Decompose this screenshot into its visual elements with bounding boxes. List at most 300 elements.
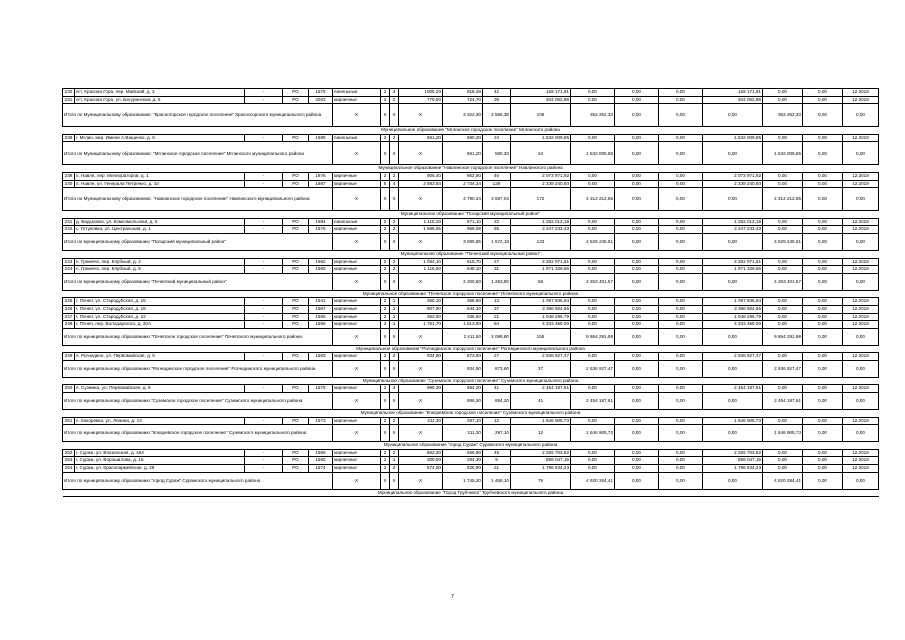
table-cell: 0,00 (803, 134, 843, 142)
table-cell: 1 116,50 (399, 266, 443, 274)
table-cell: 159 171,91 (511, 89, 571, 97)
subtotal-cell: 0,00 (703, 188, 763, 211)
table-cell: кирпичные (333, 321, 381, 329)
subtotal-cell: X (399, 188, 443, 211)
table-cell: РО (283, 417, 309, 425)
subtotal-cell: X (381, 188, 390, 211)
table-cell: 2 (390, 134, 399, 142)
subtotal-row (63, 142, 879, 165)
table-cell: 159 171,91 (703, 89, 763, 97)
subtotal-cell: X (333, 360, 381, 377)
subtotal-cell: X (390, 393, 399, 410)
table-cell: 0,00 (803, 449, 843, 457)
table-cell: 0,00 (763, 313, 803, 321)
table-cell: 12.2018 (843, 449, 879, 457)
table-cell: 2 (390, 266, 399, 274)
table-cell: 12.2018 (843, 218, 879, 226)
table-cell: 0,00 (571, 417, 615, 425)
table-cell: 0,00 (803, 298, 843, 306)
table-cell: 0,00 (803, 89, 843, 97)
table-cell: 571,10 (443, 218, 483, 226)
table-cell: 0,00 (571, 180, 615, 188)
subtotal-label: Итого по муниципальному образованию "Почепское городское поселение" Почепского муниципального района (63, 328, 333, 345)
subtotal-cell: X (333, 328, 381, 345)
table-cell: с. Гетуновка, ул. Центральная, д. 1 (75, 226, 245, 234)
municipality-title: Муниципальное образование "Кокоревское городское поселение" Суземского муниципального района (63, 410, 879, 418)
table-cell: д. Вадьковка, ул. Комсомольская, д. 5 (75, 218, 245, 226)
subtotal-cell: 0,00 (843, 472, 879, 489)
table-cell: 1987 (309, 180, 333, 188)
table-cell: 0,00 (763, 298, 803, 306)
table-cell: РО (283, 298, 309, 306)
table-cell: 0,00 (659, 258, 703, 266)
table-cell: г. Мглин, мкр. Имени А.Ващенко, д. 6 (75, 134, 245, 142)
table-cell: 251 (63, 417, 75, 425)
subtotal-cell: 4 312 212,85 (571, 188, 615, 211)
table-row (63, 385, 879, 393)
subtotal-cell: 0,00 (703, 360, 763, 377)
table-cell: 0,00 (803, 226, 843, 234)
subtotal-cell: X (390, 328, 399, 345)
table-cell: 2 255 703,82 (511, 449, 571, 457)
municipality-header (63, 250, 879, 258)
table-cell: 0,00 (615, 226, 659, 234)
table-cell: 5 (381, 180, 390, 188)
table-cell: 41 (483, 385, 511, 393)
table-cell: 1960 (309, 266, 333, 274)
table-cell: 243 (63, 258, 75, 266)
table-cell: 2 (381, 465, 390, 473)
table-cell: г. Сураж, ул. Красноармейская, д. 28 (75, 465, 245, 473)
table-cell: 1 (390, 305, 399, 313)
subtotal-cell: X (381, 142, 390, 165)
table-cell: 368,60 (443, 298, 483, 306)
table-cell: 1 (390, 298, 399, 306)
table-cell: 1984 (309, 218, 333, 226)
subtotal-cell: 1 745,20 (443, 472, 483, 489)
table-cell: 0,00 (571, 134, 615, 142)
table-cell: 1941 (309, 298, 333, 306)
table-cell: - (245, 266, 283, 274)
table-cell: 2 282 071,91 (511, 258, 571, 266)
table-cell: 42 (483, 89, 511, 97)
table-cell: 247 (63, 313, 75, 321)
subtotal-cell: 934,90 (443, 360, 483, 377)
subtotal-cell: 0,00 (803, 104, 843, 127)
table-cell: 2 636 927,47 (511, 353, 571, 361)
table-cell: 1 796 534,23 (511, 465, 571, 473)
table-cell: 2 (390, 172, 399, 180)
subtotal-cell: 0,00 (803, 188, 843, 211)
table-cell: 4 (390, 180, 399, 188)
subtotal-cell: X (399, 328, 443, 345)
table-cell: 0,00 (803, 218, 843, 226)
table-cell: 0,00 (763, 180, 803, 188)
table-cell: 0,00 (659, 180, 703, 188)
table-cell: 996,30 (399, 385, 443, 393)
table-cell: 0,00 (763, 417, 803, 425)
table-cell: 2 (381, 172, 390, 180)
subtotal-cell: 0,00 (843, 393, 879, 410)
table-row (63, 226, 879, 234)
table-cell: 0,00 (763, 258, 803, 266)
table-cell: 2 (381, 298, 390, 306)
table-cell: 0,00 (571, 258, 615, 266)
table-cell: 12.2018 (843, 417, 879, 425)
table-cell: 2 734,24 (443, 180, 483, 188)
table-cell: 1 097 935,54 (511, 298, 571, 306)
table-cell: 12.2018 (843, 305, 879, 313)
table-cell: 0,00 (615, 266, 659, 274)
table-cell: 1 532 009,85 (703, 134, 763, 142)
table-cell: 2 (381, 313, 390, 321)
subtotal-cell: 0,00 (843, 188, 879, 211)
table-cell: 862,20 (399, 449, 443, 457)
table-cell: РО (283, 218, 309, 226)
table-cell: 0,00 (615, 353, 659, 361)
table-row (63, 298, 879, 306)
table-cell: 862,80 (443, 172, 483, 180)
table-cell: 49 (483, 449, 511, 457)
subtotal-row (63, 273, 879, 290)
table-cell: 2 636 927,47 (703, 353, 763, 361)
subtotal-cell: 661,20 (443, 142, 483, 165)
table-cell: 907,90 (399, 305, 443, 313)
subtotal-cell: 2 566,38 (483, 104, 511, 127)
table-cell: 0,00 (615, 134, 659, 142)
table-cell: 0,00 (571, 449, 615, 457)
table-cell: 0,00 (571, 313, 615, 321)
table-cell: - (245, 449, 283, 457)
table-cell: кирпичные (333, 266, 381, 274)
subtotal-cell: 4 529 245,61 (763, 233, 803, 250)
table-cell: 2 (390, 218, 399, 226)
table-cell: кирпичные (333, 172, 381, 180)
table-cell: 1 (390, 321, 399, 329)
table-cell: РО (283, 180, 309, 188)
table-cell: 0,00 (659, 266, 703, 274)
table-cell: - (245, 417, 283, 425)
table-row (63, 89, 879, 97)
subtotal-cell: X (381, 425, 390, 442)
subtotal-cell: 0,00 (659, 360, 703, 377)
table-cell: - (245, 180, 283, 188)
table-cell: 0,00 (763, 449, 803, 457)
table-cell: 1976 (309, 385, 333, 393)
table-cell: 0,00 (615, 457, 659, 465)
subtotal-label: Итого по Муниципальному образованию: "Навлинское городское поселение" Навлинского муниципального района (63, 188, 333, 211)
subtotal-cell: 0,00 (659, 142, 703, 165)
table-cell: 0,00 (659, 218, 703, 226)
table-cell: 1983 (309, 353, 333, 361)
subtotal-cell: 27 (511, 360, 571, 377)
table-cell: 31 (483, 266, 511, 274)
subtotal-row (63, 328, 879, 345)
table-row (63, 96, 879, 104)
table-cell: 1 513,50 (443, 321, 483, 329)
table-cell: - (245, 465, 283, 473)
subtotal-cell: 1 263,80 (483, 273, 511, 290)
table-cell: 0,00 (615, 298, 659, 306)
subtotal-cell: 4 790,24 (443, 188, 483, 211)
subtotal-label: Итого по муниципальному образованию "Рогнединское городское поселение" Рогнединского муниципального района (63, 360, 333, 377)
subtotal-cell: 311,30 (443, 425, 483, 442)
subtotal-row (63, 425, 879, 442)
subtotal-cell: 9 864 291,98 (571, 328, 615, 345)
table-row (63, 305, 879, 313)
table-cell: 2 (381, 305, 390, 313)
table-cell: РО (283, 449, 309, 457)
subtotal-cell: X (399, 425, 443, 442)
subtotal-cell: 41 (511, 393, 571, 410)
table-cell: 0,00 (803, 385, 843, 393)
table-cell: 3 386 604,65 (703, 305, 763, 313)
table-cell: РО (283, 172, 309, 180)
table-cell: пгт. Красная Гора, пер. Майский, д. 3 (75, 89, 245, 97)
table-cell: 0,00 (763, 89, 803, 97)
table-cell: 246 (63, 305, 75, 313)
subtotal-row (63, 104, 879, 127)
table-cell: 0,00 (763, 172, 803, 180)
table-row (63, 457, 879, 465)
table-cell: 1973 (309, 417, 333, 425)
table-cell: 2 238 240,93 (703, 180, 763, 188)
subtotal-cell: 0,00 (703, 233, 763, 250)
subtotal-cell: X (399, 142, 443, 165)
table-cell: 2 (381, 417, 390, 425)
subtotal-cell: X (333, 393, 381, 410)
table-cell: 873,60 (443, 353, 483, 361)
table-cell: 21 (483, 313, 511, 321)
subtotal-cell: 2 454 187,61 (571, 393, 615, 410)
table-cell: 12.2018 (843, 457, 879, 465)
municipality-header (63, 377, 879, 385)
table-cell: 2 255 703,82 (703, 449, 763, 457)
table-cell: 0,00 (803, 180, 843, 188)
subtotal-cell: X (390, 142, 399, 165)
table-cell: 0,00 (803, 353, 843, 361)
table-cell: 253 (63, 457, 75, 465)
table-cell: 46 (483, 172, 511, 180)
table-cell: 1960 (309, 457, 333, 465)
subtotal-cell: 0,00 (659, 328, 703, 345)
table-cell: - (245, 298, 283, 306)
municipality-title: Муниципальное образование "Город Трубчевск" Трубчевского муниципального района (63, 489, 879, 497)
table-cell: - (245, 96, 283, 104)
table-cell: 126 (483, 180, 511, 188)
table-cell: 0,00 (659, 96, 703, 104)
table-cell: 2 (390, 417, 399, 425)
table-cell: 574,00 (399, 465, 443, 473)
subtotal-label: Итого по Муниципальному образованию: "Мглинское городское поселение" Мглинского муниципального района (63, 142, 333, 165)
table-cell: - (245, 305, 283, 313)
table-cell: 0,00 (763, 353, 803, 361)
table-cell: 12.2018 (843, 313, 879, 321)
subtotal-cell: 0,00 (615, 233, 659, 250)
table-cell: 242 (63, 226, 75, 234)
table-cell: - (245, 457, 283, 465)
table-cell: 297,10 (443, 417, 483, 425)
subtotal-cell: 0,00 (703, 328, 763, 345)
table-cell: 0,00 (615, 89, 659, 97)
table-cell: 0,00 (571, 218, 615, 226)
table-cell: РО (283, 134, 309, 142)
municipality-title: Муниципальное образование "Навлинское городское поселение" Навлинского района (63, 165, 879, 173)
table-cell: РО (283, 313, 309, 321)
table-cell: пгт. Красная Гора, ул. Батуринская, д. 6 (75, 96, 245, 104)
table-cell: 934,90 (399, 353, 443, 361)
table-cell: 2 (381, 96, 390, 104)
table-cell: 724,70 (443, 96, 483, 104)
subtotal-cell: 590,20 (483, 142, 511, 165)
table-cell: РО (283, 96, 309, 104)
table-cell: 1 048 296,79 (703, 313, 763, 321)
subtotal-cell: 106 (511, 104, 571, 127)
subtotal-cell: 1 646 905,73 (571, 425, 615, 442)
table-cell: 0,00 (763, 465, 803, 473)
table-cell: 0,00 (615, 313, 659, 321)
subtotal-cell: 0,00 (659, 104, 703, 127)
subtotal-cell: 0,00 (843, 328, 879, 345)
table-cell: 1962 (309, 258, 333, 266)
subtotal-cell: 2 636 927,47 (763, 360, 803, 377)
table-cell: 12.2018 (843, 266, 879, 274)
table-cell: 0,00 (763, 96, 803, 104)
subtotal-row (63, 360, 879, 377)
subtotal-cell: 4 529 245,61 (571, 233, 615, 250)
table-cell: 1 646 905,73 (703, 417, 763, 425)
subtotal-cell: 0,00 (803, 360, 843, 377)
table-cell: РО (283, 385, 309, 393)
subtotal-cell: 3 322,30 (443, 104, 483, 127)
table-cell: 231 (63, 96, 75, 104)
table-cell: 12.2018 (843, 89, 879, 97)
table-cell: 24 (483, 134, 511, 142)
table-cell: п. Навля, пер. Мелиораторов, д. 1 (75, 172, 245, 180)
table-cell: 0,00 (659, 89, 703, 97)
table-cell: 0,00 (615, 417, 659, 425)
table-cell: панельные (333, 218, 381, 226)
subtotal-cell: 1 532 009,85 (571, 142, 615, 165)
municipality-title: Муниципальное образование "Мглинское городское поселение" Мглинского района (63, 127, 879, 135)
table-cell: 0,00 (803, 258, 843, 266)
subtotal-cell: 0,00 (615, 393, 659, 410)
table-cell: 2 (381, 218, 390, 226)
subtotal-cell: X (333, 188, 381, 211)
table-cell: 1 115,20 (399, 218, 443, 226)
table-cell: 0,00 (659, 172, 703, 180)
table-row (63, 313, 879, 321)
table-cell: 0,00 (571, 298, 615, 306)
table-cell: 779,50 (399, 96, 443, 104)
municipality-header (63, 489, 879, 497)
table-cell: 0,00 (803, 172, 843, 180)
table-cell: 9 (483, 457, 511, 465)
table-cell: 590,20 (443, 134, 483, 142)
table-cell: 239 (63, 172, 75, 180)
table-cell: 2003 (309, 96, 333, 104)
subtotal-cell: 0,00 (659, 188, 703, 211)
subtotal-cell: 873,60 (483, 360, 511, 377)
table-cell: 241 (63, 218, 75, 226)
subtotal-cell: 0,00 (803, 273, 843, 290)
subtotal-label: Итого по муниципальному образованию "город Сураж" Суражского муниципального района (63, 472, 333, 489)
program-table (62, 88, 879, 497)
table-row (63, 266, 879, 274)
municipality-header (63, 345, 879, 353)
table-cell: - (245, 258, 283, 266)
table-cell: 366,10 (399, 298, 443, 306)
municipality-header (63, 290, 879, 298)
table-cell: 245 (63, 298, 75, 306)
subtotal-cell: 172 (511, 188, 571, 211)
subtotal-cell: X (333, 425, 381, 442)
table-row (63, 218, 879, 226)
table-cell: 894,20 (443, 385, 483, 393)
subtotal-cell: 996,30 (443, 393, 483, 410)
table-cell: п. Гремяче, пер. Клубный, д. 2 (75, 258, 245, 266)
table-cell: 0,00 (571, 353, 615, 361)
municipality-header (63, 410, 879, 418)
subtotal-cell: 4 253 401,57 (571, 273, 615, 290)
table-cell: 37 (483, 305, 511, 313)
subtotal-cell: X (381, 328, 390, 345)
table-cell: кирпичные (333, 305, 381, 313)
table-cell: 252 (63, 449, 75, 457)
table-cell: 335,60 (443, 313, 483, 321)
subtotal-cell: X (333, 472, 381, 489)
table-cell: панельные (333, 134, 381, 142)
table-cell: 1976 (309, 172, 333, 180)
table-cell: 1 (390, 313, 399, 321)
table-cell: 0,00 (615, 172, 659, 180)
table-cell: 2 (390, 449, 399, 457)
table-cell: 906,40 (399, 172, 443, 180)
subtotal-cell: X (333, 273, 381, 290)
table-cell: 1 971 329,66 (703, 266, 763, 274)
table-cell: кирпичные (333, 417, 381, 425)
table-cell: 1974 (309, 465, 333, 473)
table-row (63, 465, 879, 473)
table-row (63, 172, 879, 180)
table-cell: 858 047,15 (511, 457, 571, 465)
table-cell: п. Кокоревка, ул. Ленина, д. 13 (75, 417, 245, 425)
subtotal-cell: 0,00 (615, 328, 659, 345)
table-cell: - (245, 89, 283, 97)
table-cell: 3 247 233,43 (511, 226, 571, 234)
subtotal-cell: X (381, 233, 390, 250)
table-cell: 1 646 905,73 (511, 417, 571, 425)
table-cell: 0,00 (615, 385, 659, 393)
table-cell: 1 971 329,66 (511, 266, 571, 274)
subtotal-cell: X (333, 104, 381, 127)
table-cell: 1976 (309, 89, 333, 97)
table-cell: 1986 (309, 321, 333, 329)
subtotal-cell: 2 454 187,61 (763, 393, 803, 410)
table-cell: 1967 (309, 305, 333, 313)
subtotal-cell: 0,00 (615, 142, 659, 165)
table-cell: 0,00 (803, 96, 843, 104)
subtotal-cell: 0,00 (843, 104, 879, 127)
table-cell: 0,00 (763, 457, 803, 465)
subtotal-cell: X (390, 188, 399, 211)
table-cell: 2 (381, 266, 390, 274)
subtotal-cell: 4 920 284,41 (571, 472, 615, 489)
table-row (63, 321, 879, 329)
municipality-title: Муниципальное образование "Рогнединское городское поселение" Рогнединского муниципального района (63, 345, 879, 353)
table-cell: 12.2018 (843, 353, 879, 361)
table-cell: 1 (390, 457, 399, 465)
